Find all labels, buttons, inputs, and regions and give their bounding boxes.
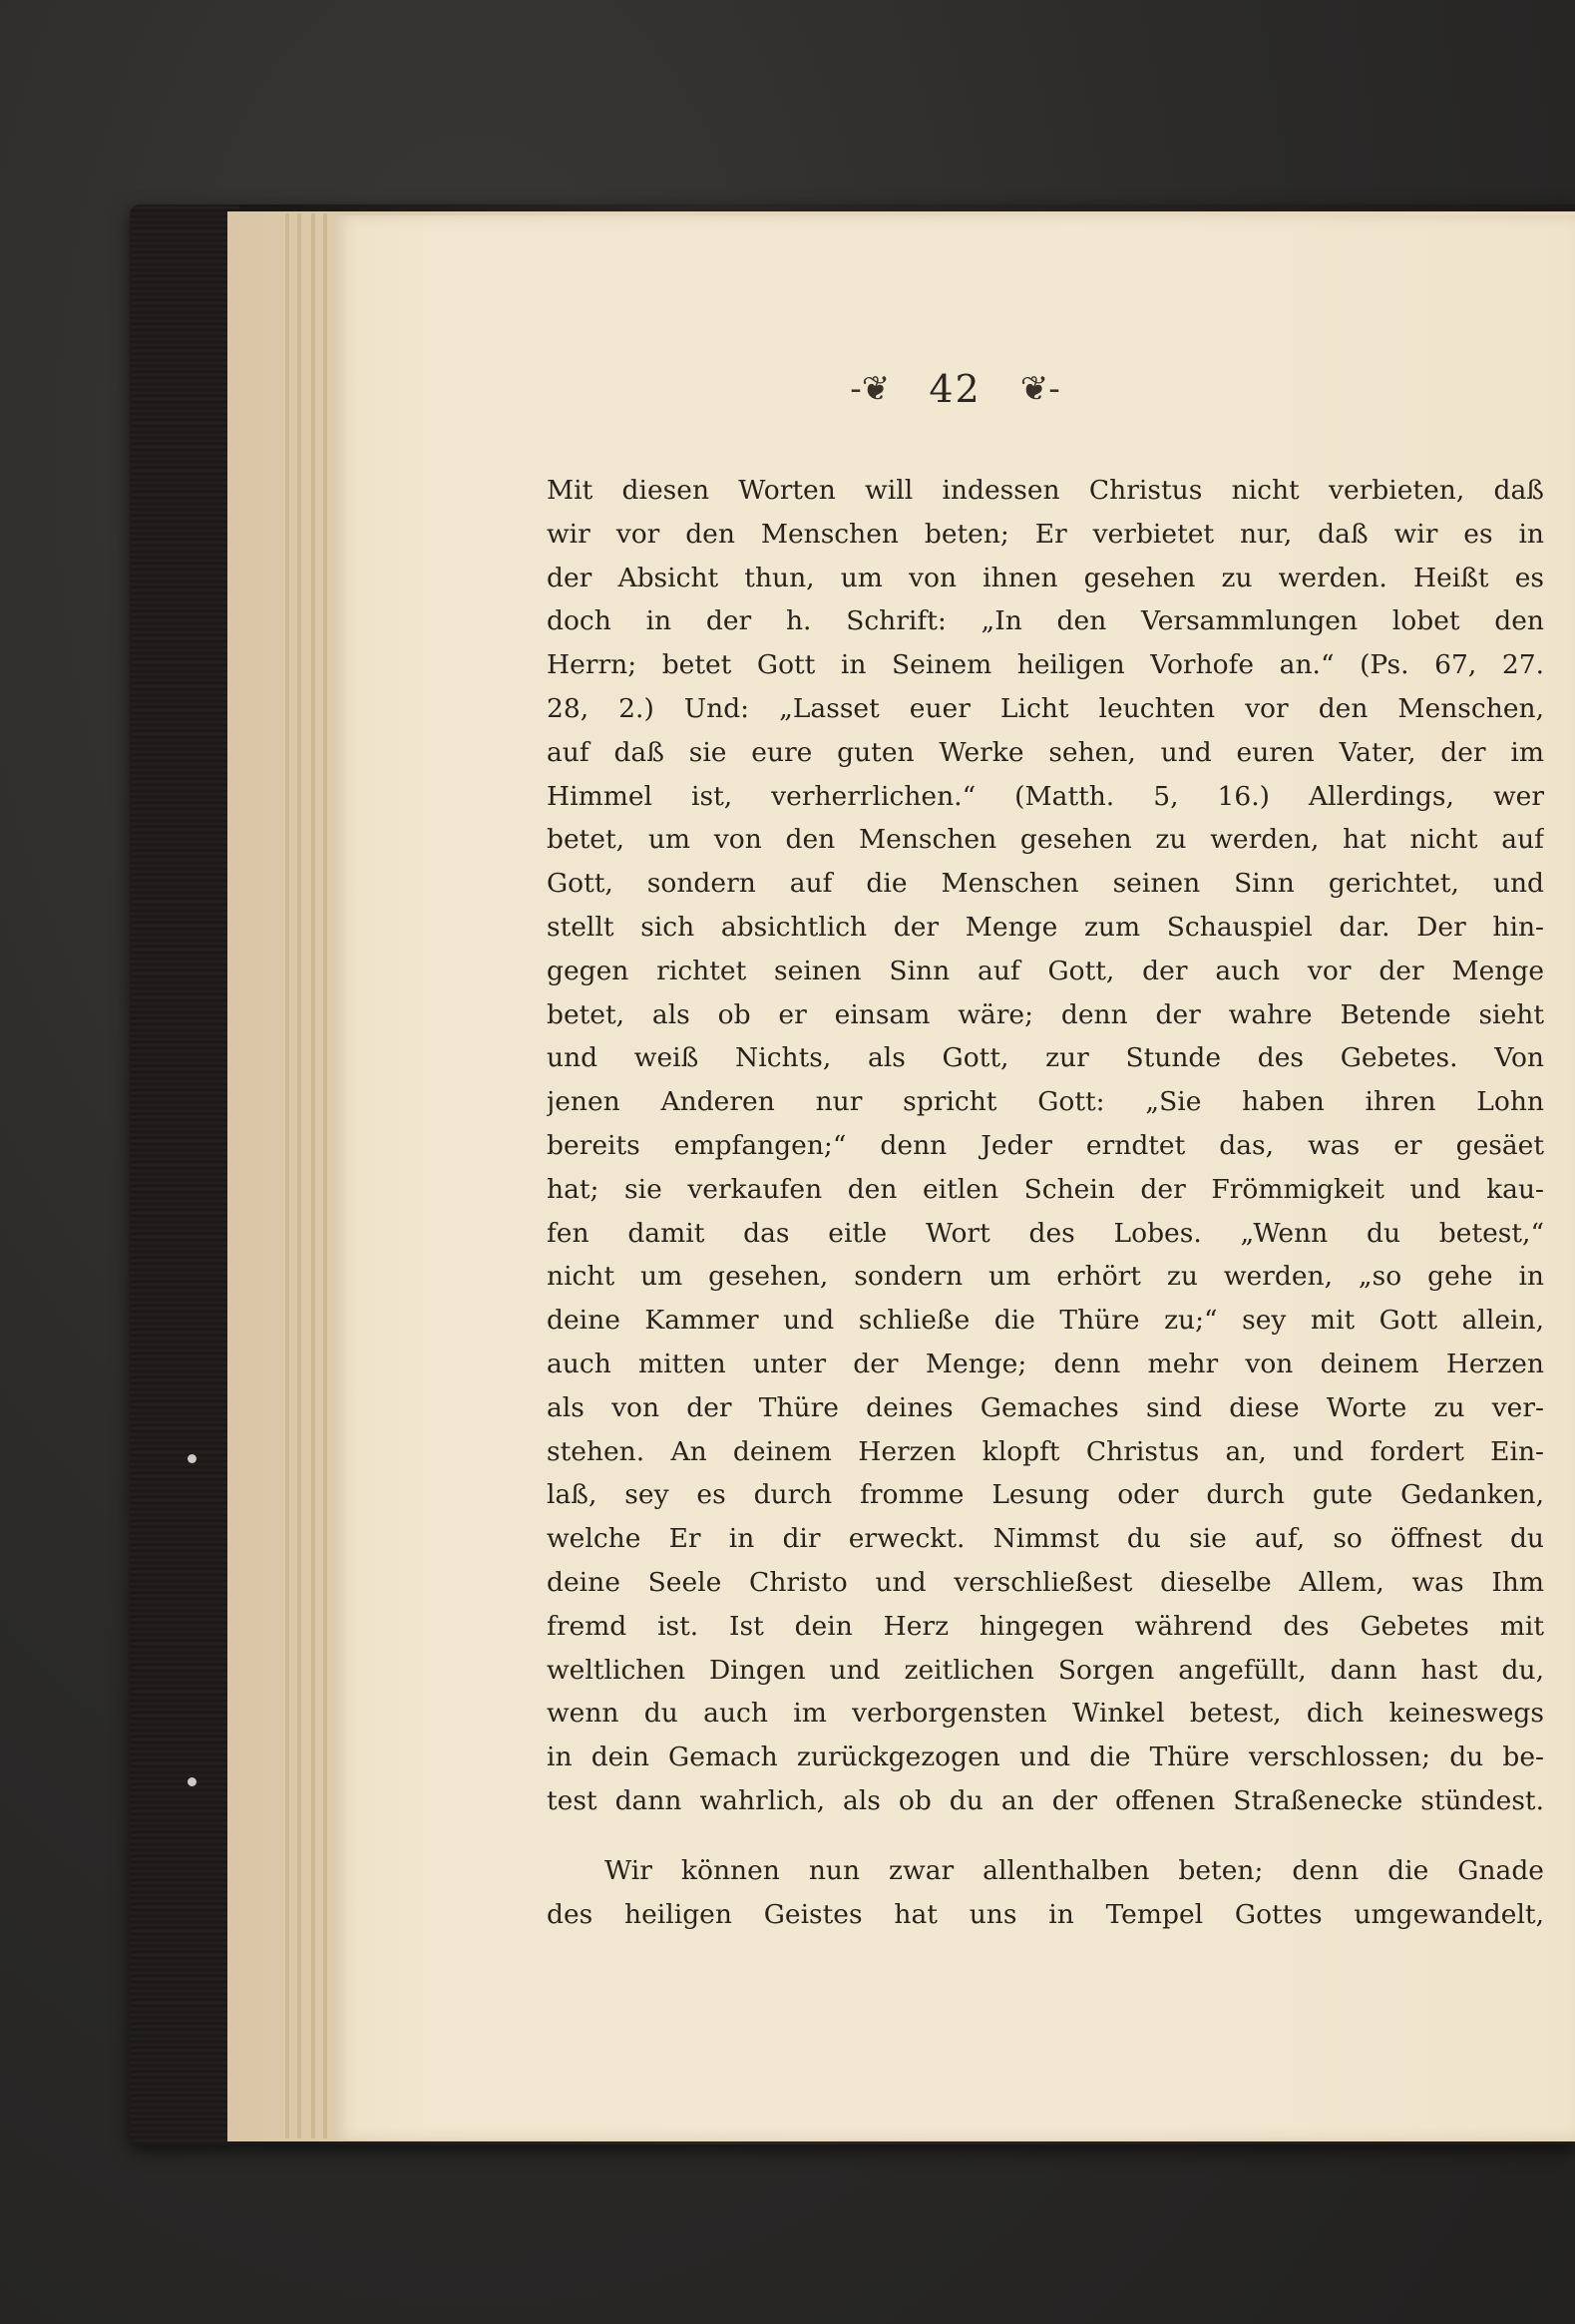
- text-line: stehen. An deinem Herzen klopft Christus an, und fordert Ein-: [547, 1435, 1544, 1467]
- text-line: betet, als ob er einsam wäre; denn der wahre Betende sieht: [547, 998, 1544, 1030]
- text-line: fen damit das eitle Wort des Lobes. „Wenn du betest,“: [547, 1217, 1544, 1249]
- text-line: auf daß sie eure guten Werke sehen, und euren Vater, der im: [547, 736, 1544, 768]
- page-edge: [297, 213, 301, 2138]
- text-line: doch in der h. Schrift: „In den Versammlungen lobet den: [547, 605, 1544, 637]
- page-header: [335, 367, 1575, 411]
- page-body-text: [547, 469, 1544, 1936]
- text-line: wenn du auch im verborgensten Winkel betest, dich keineswegs: [547, 1698, 1544, 1730]
- text-line: deine Kammer und schließe die Thüre zu;“ sey mit Gott allein,: [547, 1305, 1544, 1337]
- text-line: Wir können nun zwar allenthalben beten; denn die Gnade: [604, 1854, 1544, 1886]
- text-line: 28, 2.) Und: „Lasset euer Licht leuchten vor den Menschen,: [547, 692, 1544, 724]
- text-line: welche Er in dir erweckt. Nimmst du sie auf, so öffnest du: [547, 1523, 1544, 1555]
- text-line: als von der Thüre deines Gemaches sind diese Worte zu ver-: [547, 1391, 1544, 1423]
- text-line: Mit diesen Worten will indessen Christus nicht verbieten, daß: [547, 475, 1544, 506]
- paragraph: [547, 1849, 1544, 1937]
- text-line: der Absicht thun, um von ihnen gesehen zu werden. Heißt es: [547, 562, 1544, 593]
- page-number: 42: [929, 367, 982, 411]
- text-line: laß, sey es durch fromme Lesung oder durch gute Gedanken,: [547, 1479, 1544, 1511]
- text-line: fremd ist. Ist dein Herz hingegen während des Gebetes mit: [547, 1610, 1544, 1642]
- page-edge: [323, 213, 327, 2138]
- text-line: gegen richtet seinen Sinn auf Gott, der auch vor der Menge: [547, 955, 1544, 986]
- text-line: weltlichen Dingen und zeitlichen Sorgen angefüllt, dann hast du,: [547, 1654, 1544, 1686]
- text-line: stellt sich absichtlich der Menge zum Schauspiel dar. Der hin-: [547, 911, 1544, 943]
- spine-mark: [188, 1454, 197, 1463]
- page-edge: [285, 213, 289, 2138]
- text-line: betet, um von den Menschen gesehen zu werden, hat nicht auf: [547, 824, 1544, 856]
- text-line: wir vor den Menschen beten; Er verbietet nur, daß wir es in: [547, 518, 1544, 550]
- text-line: auch mitten unter der Menge; denn mehr von deinem Herzen: [547, 1348, 1544, 1379]
- text-line: des heiligen Geistes hat uns in Tempel Gottes umgewandelt,: [547, 1898, 1544, 1930]
- text-line: Herrn; betet Gott in Seinem heiligen Vorhofe an.“ (Ps. 67, 27.: [547, 649, 1544, 681]
- ornament-left-icon: -❦: [850, 369, 891, 409]
- text-line: bereits empfangen;“ denn Jeder erndtet das, was er gesäet: [547, 1129, 1544, 1161]
- paragraph: [547, 469, 1544, 1823]
- text-line: nicht um gesehen, sondern um erhört zu werden, „so gehe in: [547, 1261, 1544, 1293]
- ornament-right-icon: ❦-: [1019, 369, 1060, 409]
- text-line: hat; sie verkaufen den eitlen Schein der Frömmigkeit und kau-: [547, 1173, 1544, 1205]
- cover-spine-texture: [130, 204, 239, 2144]
- text-line: deine Seele Christo und verschließest dieselbe Allem, was Ihm: [547, 1566, 1544, 1598]
- page-edge: [311, 213, 315, 2138]
- paragraph-gap: [547, 1823, 1544, 1849]
- book-page: [335, 215, 1575, 2140]
- text-line: Gott, sondern auf die Menschen seinen Sinn gerichtet, und: [547, 868, 1544, 900]
- text-line: Himmel ist, verherrlichen.“ (Matth. 5, 16.) Allerdings, wer: [547, 780, 1544, 812]
- spine-mark: [188, 1777, 197, 1786]
- text-line: in dein Gemach zurückgezogen und die Thüre verschlossen; du be-: [547, 1742, 1544, 1773]
- text-line: test dann wahrlich, als ob du an der offenen Straßenecke stündest.: [547, 1784, 1544, 1816]
- text-line: jenen Anderen nur spricht Gott: „Sie haben ihren Lohn: [547, 1086, 1544, 1118]
- text-line: und weiß Nichts, als Gott, zur Stunde des Gebetes. Von: [547, 1042, 1544, 1074]
